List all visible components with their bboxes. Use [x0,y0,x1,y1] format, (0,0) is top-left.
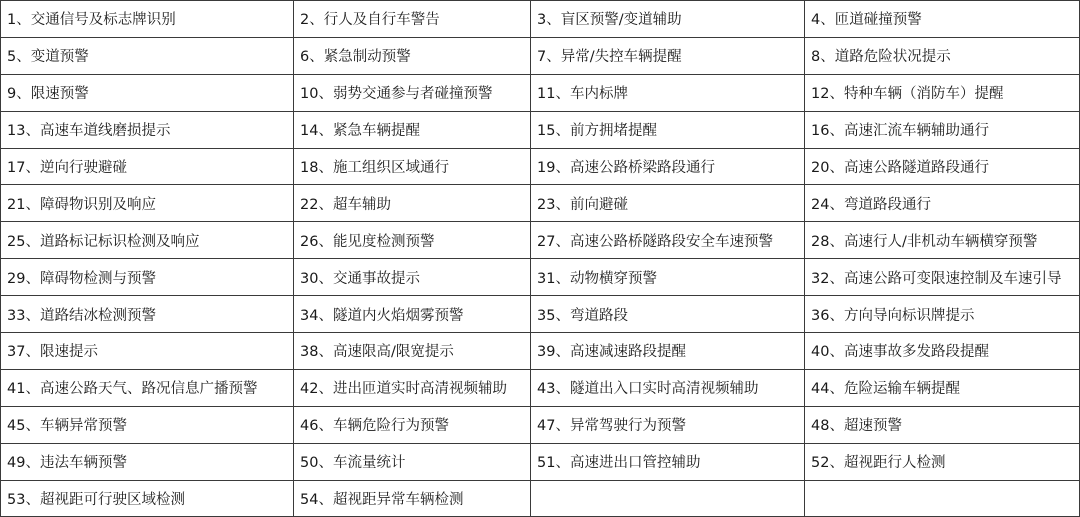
table-cell: 20、高速公路隧道路段通行 [805,148,1080,185]
table-cell: 1、交通信号及标志牌识别 [1,1,294,38]
table-cell: 53、超视距可行驶区域检测 [1,480,294,517]
table-cell: 12、特种车辆（消防车）提醒 [805,74,1080,111]
table-cell [805,480,1080,517]
table-cell: 3、盲区预警/变道辅助 [531,1,805,38]
table-row [1,222,1080,259]
table-cell: 11、车内标牌 [531,74,805,111]
table-cell: 28、高速行人/非机动车辆横穿预警 [805,222,1080,259]
table-cell: 27、高速公路桥隧路段安全车速预警 [531,222,805,259]
table-cell: 2、行人及自行车警告 [294,1,531,38]
table-cell: 19、高速公路桥梁路段通行 [531,148,805,185]
table-cell: 51、高速进出口管控辅助 [531,443,805,480]
table-cell: 21、障碍物识别及响应 [1,185,294,222]
table-cell: 8、道路危险状况提示 [805,37,1080,74]
table-cell: 39、高速减速路段提醒 [531,333,805,370]
table-cell: 18、施工组织区域通行 [294,148,531,185]
table-cell: 33、道路结冰检测预警 [1,296,294,333]
table-cell: 47、异常驾驶行为预警 [531,406,805,443]
table-row [1,111,1080,148]
table-row [1,1,1080,38]
table-cell: 44、危险运输车辆提醒 [805,369,1080,406]
table-cell: 14、紧急车辆提醒 [294,111,531,148]
table-cell: 48、超速预警 [805,406,1080,443]
table-cell: 5、变道预警 [1,37,294,74]
table-cell: 52、超视距行人检测 [805,443,1080,480]
table-cell: 17、逆向行驶避碰 [1,148,294,185]
table-row [1,333,1080,370]
table-cell: 46、车辆危险行为预警 [294,406,531,443]
table-cell: 24、弯道路段通行 [805,185,1080,222]
table-cell: 4、匝道碰撞预警 [805,1,1080,38]
table-row [1,443,1080,480]
table-cell: 43、隧道出入口实时高清视频辅助 [531,369,805,406]
table-row [1,259,1080,296]
table-cell: 30、交通事故提示 [294,259,531,296]
table-row [1,480,1080,517]
table-row [1,296,1080,333]
table-cell: 25、道路标记标识检测及响应 [1,222,294,259]
table-cell: 35、弯道路段 [531,296,805,333]
table-cell: 32、高速公路可变限速控制及车速引导 [805,259,1080,296]
table-cell: 7、异常/失控车辆提醒 [531,37,805,74]
table-row [1,369,1080,406]
table-row [1,185,1080,222]
table-cell: 54、超视距异常车辆检测 [294,480,531,517]
table-cell: 37、限速提示 [1,333,294,370]
table-cell: 40、高速事故多发路段提醒 [805,333,1080,370]
table-cell: 15、前方拥堵提醒 [531,111,805,148]
table-cell: 36、方向导向标识牌提示 [805,296,1080,333]
table-cell: 49、违法车辆预警 [1,443,294,480]
table-cell: 45、车辆异常预警 [1,406,294,443]
table-cell: 6、紧急制动预警 [294,37,531,74]
table-cell: 41、高速公路天气、路况信息广播预警 [1,369,294,406]
table-cell: 16、高速汇流车辆辅助通行 [805,111,1080,148]
table-row [1,74,1080,111]
table-cell: 13、高速车道线磨损提示 [1,111,294,148]
table-cell: 23、前向避碰 [531,185,805,222]
table-cell: 38、高速限高/限宽提示 [294,333,531,370]
table-cell: 9、限速预警 [1,74,294,111]
table-cell: 50、车流量统计 [294,443,531,480]
table-cell: 29、障碍物检测与预警 [1,259,294,296]
table-cell: 31、动物横穿预警 [531,259,805,296]
table-cell [531,480,805,517]
table-cell: 22、超车辅助 [294,185,531,222]
table-cell: 10、弱势交通参与者碰撞预警 [294,74,531,111]
table-cell: 42、进出匝道实时高清视频辅助 [294,369,531,406]
table-cell: 26、能见度检测预警 [294,222,531,259]
table-cell: 34、隧道内火焰烟雾预警 [294,296,531,333]
table-row [1,37,1080,74]
table-row [1,148,1080,185]
table-row [1,406,1080,443]
